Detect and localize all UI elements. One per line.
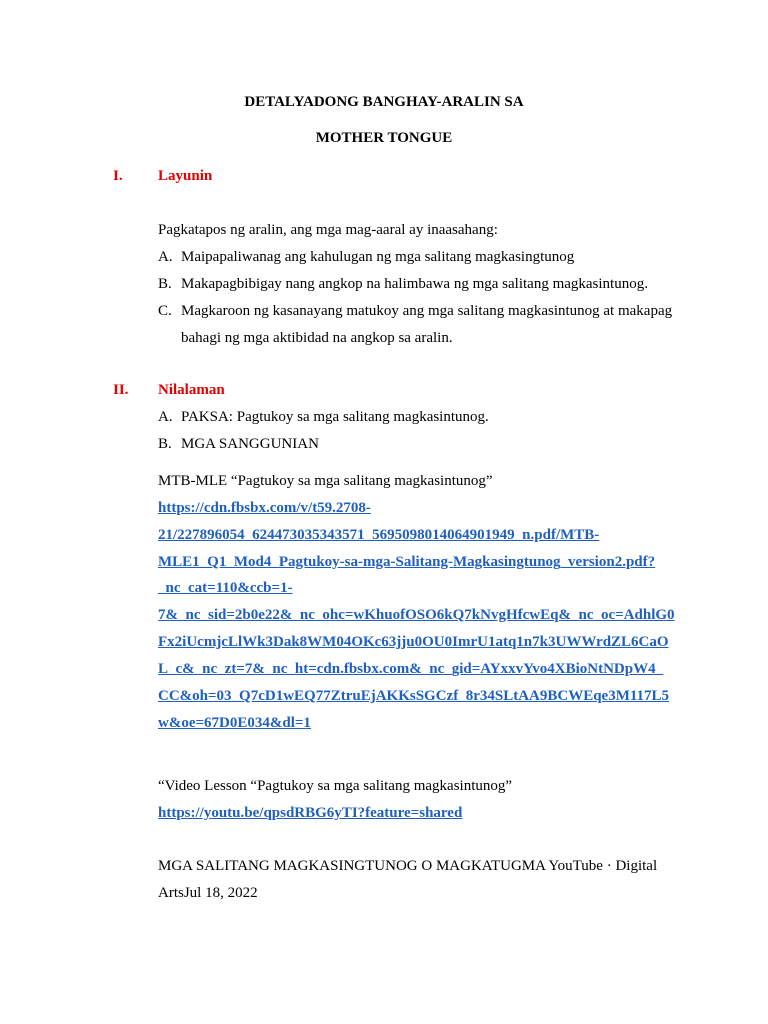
section-1-title: Layunin [158, 168, 213, 184]
reference-1-link-line[interactable]: _nc_cat=110&ccb=1- [158, 580, 293, 596]
reference-3-line-1: MGA SALITANG MAGKASINGTUNOG O MAGKATUGMA YouTube · Digital [158, 858, 658, 874]
objective-c-text: Magkaroon ng kasanayang matukoy ang mga salitang magkasintunog at makapag [181, 303, 673, 319]
reference-1-link-line[interactable]: https://cdn.fbsbx.com/v/t59.2708- [158, 500, 371, 516]
objective-a-text: Maipapaliwanag ang kahulugan ng mga salitang magkasingtunog [181, 249, 575, 265]
reference-1-label: MTB-MLE “Pagtukoy sa mga salitang magkasintunog” [158, 473, 493, 489]
reference-1-link-line[interactable]: MLE1_Q1_Mod4_Pagtukoy-sa-mga-Salitang-Magkasingtunog_version2.pdf? [158, 554, 656, 570]
content-a-letter: A. [158, 409, 173, 425]
reference-1-link-line[interactable]: Fx2iUcmjcLlWk3Dak8WM04OKc63jju0OU0ImrU1atq1n7k3UWWrdZL6CaO [158, 634, 669, 650]
reference-2-link[interactable]: https://youtu.be/qpsdRBG6yTI?feature=shared [158, 805, 463, 821]
document-title: DETALYADONG BANGHAY-ARALIN SA [244, 94, 524, 110]
objective-b-text: Makapagbibigay nang angkop na halimbawa ng mga salitang magkasintunog. [181, 276, 648, 292]
objective-c-letter: C. [158, 303, 172, 319]
section-2-number: II. [113, 382, 129, 398]
reference-2-label: “Video Lesson “Pagtukoy sa mga salitang magkasintunog” [158, 778, 513, 794]
objective-a-letter: A. [158, 249, 173, 265]
section-1-number: I. [113, 168, 123, 184]
section-2-title: Nilalaman [158, 382, 225, 398]
content-b-letter: B. [158, 436, 172, 452]
reference-3-line-2: ArtsJul 18, 2022 [158, 885, 258, 901]
section-1-intro: Pagkatapos ng aralin, ang mga mag-aaral ay inaasahang: [158, 222, 498, 238]
reference-1-link-line[interactable]: 7&_nc_sid=2b0e22&_nc_ohc=wKhuofOSO6kQ7kNvgHfcwEq&_nc_oc=AdhlG0 [158, 607, 675, 623]
content-b-text: MGA SANGGUNIAN [181, 436, 319, 452]
objective-b-letter: B. [158, 276, 172, 292]
reference-1-link-line[interactable]: CC&oh=03_Q7cD1wEQ77ZtruEjAKKsSGCzf_8r34SLtAA9BCWEqe3M117L5 [158, 688, 670, 704]
reference-1-link-line[interactable]: L_c&_nc_zt=7&_nc_ht=cdn.fbsbx.com&_nc_gid=AYxxvYvo4XBioNtNDpW4_ [158, 661, 664, 677]
reference-1-link-line[interactable]: w&oe=67D0E034&dl=1 [158, 715, 311, 731]
objective-c-text-continued: bahagi ng mga aktibidad na angkop sa aralin. [181, 330, 453, 346]
content-a-text: PAKSA: Pagtukoy sa mga salitang magkasintunog. [181, 409, 489, 425]
document-subtitle: MOTHER TONGUE [315, 130, 453, 146]
reference-1-link-line[interactable]: 21/227896054_624473035343571_5695098014064901949_n.pdf/MTB- [158, 527, 600, 543]
